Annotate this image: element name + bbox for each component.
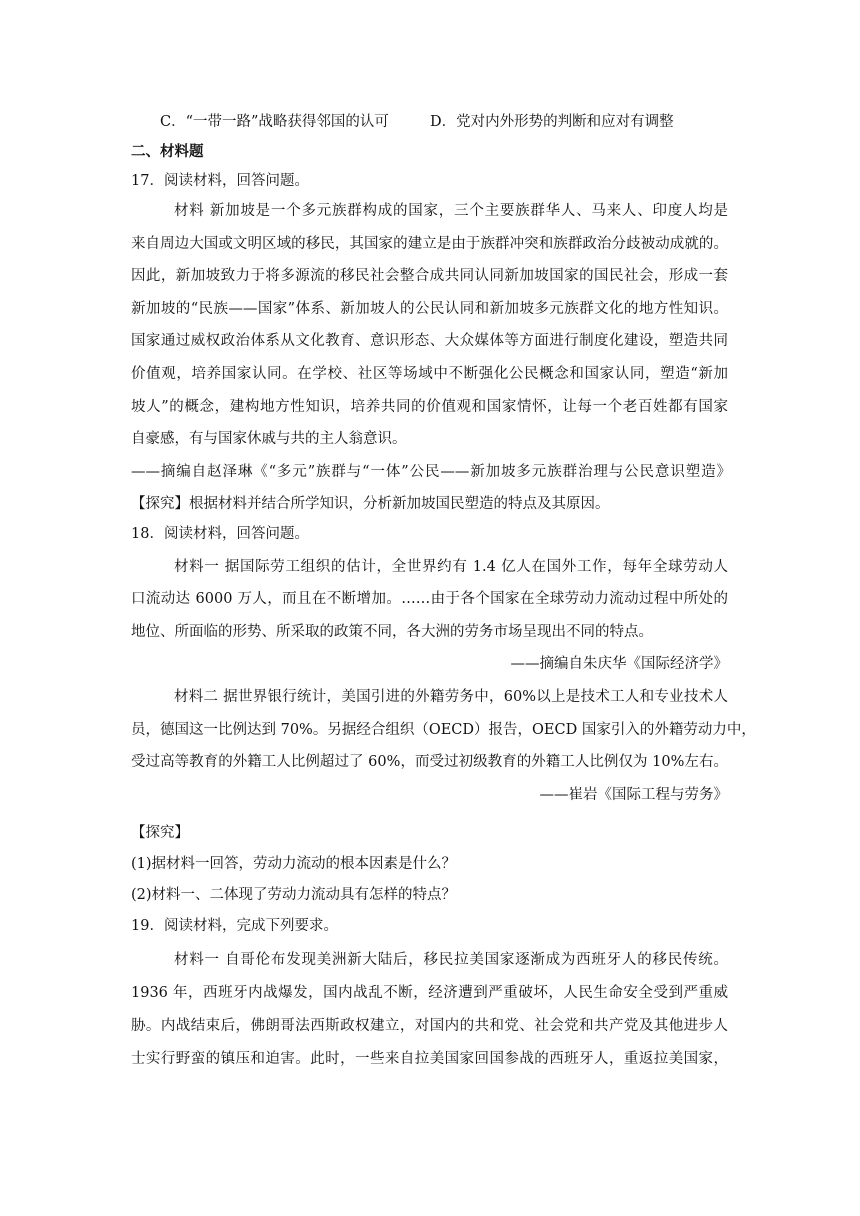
option-c: C．“一带一路”战略获得邻国的认可 [160, 114, 389, 130]
section-heading: 二、材料题 [131, 143, 204, 160]
q18-material2-line: 受过高等教育的外籍工人比例超过了 60%，而受过初级教育的外籍工人比例仅为 10%左右。 [131, 754, 728, 770]
q18-task1: (1)据材料一回答，劳动力流动的根本因素是什么？ [131, 856, 457, 872]
q17-material-line: 新加坡的“民族——国家”体系、新加坡人的公民认同和新加坡多元族群文化的地方性知识。 [131, 301, 728, 317]
q17-material-line: 材料 新加坡是一个多元族群构成的国家，三个主要族群华人、马来人、印度人均是 [174, 203, 728, 219]
q18-source2: ——崔岩《国际工程与劳务》 [539, 787, 728, 803]
option-d: D．党对内外形势的判断和应对有调整 [430, 114, 674, 130]
q17-task: 【探究】根据材料并结合所学知识，分析新加坡国民塑造的特点及其原因。 [131, 496, 610, 512]
q19-prompt: 19．阅读材料，完成下列要求。 [131, 918, 338, 934]
q19-material1-line: 1936 年，西班牙内战爆发，国内战乱不断，经济遭到严重破坏，人民生命安全受到严重威 [131, 985, 728, 1001]
q17-material-line: 价值观，培养国家认同。在学校、社区等场域中不断强化公民概念和国家认同，塑造“新加 [131, 366, 728, 382]
q18-material1-line: 地位、所面临的形势、所采取的政策不同，各大洲的劳务市场呈现出不同的特点。 [131, 624, 653, 640]
q19-material1-line: 材料一 自哥伦布发现美洲新大陆后，移民拉美国家逐渐成为西班牙人的移民传统。 [174, 952, 728, 968]
q17-material-line: 来自周边大国或文明区域的移民，其国家的建立是由于族群冲突和族群政治分歧被动成就的。 [131, 236, 728, 252]
q17-material-line: 因此，新加坡致力于将多源流的移民社会整合成共同认同新加坡国家的国民社会，形成一套 [131, 268, 728, 284]
q17-source: ——摘编自赵泽琳《“多元”族群与“一体”公民——新加坡多元族群治理与公民意识塑造》 [131, 464, 731, 480]
q18-source1: ——摘编自朱庆华《国际经济学》 [510, 656, 728, 672]
q17-material-line: 坡人”的概念，建构地方性知识，培养共同的价值观和国家情怀，让每一个老百姓都有国家 [131, 399, 728, 415]
q19-material1-line: 士实行野蛮的镇压和迫害。此时，一些来自拉美国家回国参战的西班牙人，重返拉美国家， [131, 1051, 728, 1067]
q18-material2-line: 员，德国这一比例达到 70%。另据经合组织（OECD）报告，OECD 国家引入的外籍劳动力中， [131, 722, 756, 738]
q18-task2: (2)材料一、二体现了劳动力流动具有怎样的特点？ [131, 887, 457, 903]
q19-material1-line: 胁。内战结束后，佛朗哥法西斯政权建立，对国内的共和党、社会党和共产党及其他进步人 [131, 1018, 728, 1034]
q18-prompt: 18．阅读材料，回答问题。 [131, 526, 309, 542]
q18-task-heading: 【探究】 [131, 825, 189, 841]
q18-material1-line: 材料一 据国际劳工组织的估计，全世界约有 1.4 亿人在国外工作，每年全球劳动人 [174, 559, 728, 575]
q17-prompt: 17．阅读材料，回答问题。 [131, 173, 309, 189]
q18-material1-line: 口流动达 6000 万人，而且在不断增加。……由于各个国家在全球劳动力流动过程中所处的 [131, 591, 728, 607]
q17-material-line: 自豪感，有与国家休戚与共的主人翁意识。 [131, 431, 407, 447]
q18-material2-line: 材料二 据世界银行统计，美国引进的外籍劳务中，60%以上是技术工人和专业技术人 [174, 689, 728, 705]
q17-material-line: 国家通过威权政治体系从文化教育、意识形态、大众媒体等方面进行制度化建设，塑造共同 [131, 333, 728, 349]
